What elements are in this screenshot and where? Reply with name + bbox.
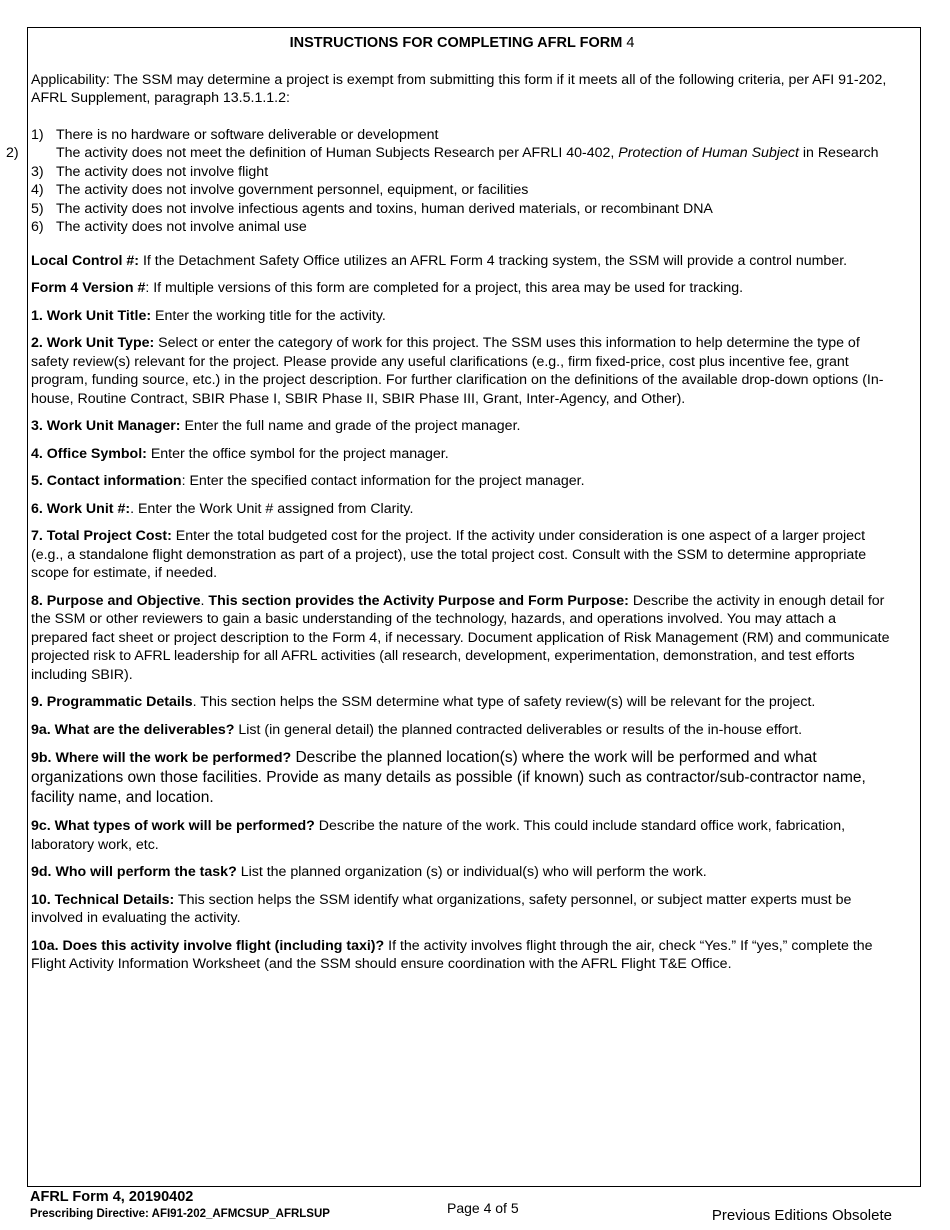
instruction-text: Enter the total budgeted cost for the project. If the activity under consideration is one aspect of a larger project (e.g., a standalone flight demonstration as part of a project), use the total project cost. Consult with the SSM to determine appropriate scope for estimate, if needed. bbox=[31, 528, 867, 581]
total-project-cost-instruction bbox=[31, 527, 893, 583]
criteria-text: The activity does not involve animal use bbox=[56, 219, 307, 235]
office-symbol-instruction bbox=[31, 445, 893, 464]
criteria-number: 3) bbox=[31, 163, 44, 180]
criteria-item bbox=[31, 218, 893, 237]
instruction-text: Enter the full name and grade of the project manager. bbox=[180, 418, 521, 434]
instruction-label: 5. Contact information bbox=[31, 473, 182, 489]
instruction-text: . Enter the Work Unit # assigned from Clarity. bbox=[130, 500, 414, 517]
page-title bbox=[31, 34, 893, 53]
criteria-number: 4) bbox=[31, 182, 44, 198]
instruction-text: If the Detachment Safety Office utilizes an AFRL Form 4 tracking system, the SSM will provide a control number. bbox=[139, 252, 848, 269]
instruction-text: : Enter the specified contact information for the project manager. bbox=[181, 473, 585, 489]
criteria-text: There is no hardware or software deliverable or development bbox=[56, 126, 439, 143]
flight-involvement-instruction bbox=[31, 937, 893, 974]
criteria-number: 2) bbox=[6, 145, 19, 161]
instruction-label: 4. Office Symbol: bbox=[31, 445, 147, 462]
instruction-label: 9a. What are the deliverables? bbox=[31, 721, 235, 738]
instruction-text: This section helps the SSM identify what organizations, safety personnel, or subject matter experts must be involved in evaluating the activity. bbox=[31, 891, 852, 926]
criteria-text: The activity does not involve flight bbox=[56, 163, 269, 180]
instruction-label: 9b. Where will the work be performed? bbox=[31, 750, 292, 766]
criteria-text: The activity does not meet the definition of Human Subjects Research per AFRLI 40-402, bbox=[56, 145, 619, 161]
criteria-item bbox=[31, 200, 893, 219]
purpose-objective-instruction bbox=[31, 592, 893, 685]
programmatic-details-instruction bbox=[31, 693, 893, 712]
work-type-instruction bbox=[31, 817, 893, 854]
instruction-label: 9. Programmatic Details bbox=[31, 694, 193, 710]
criteria-item bbox=[31, 181, 893, 200]
criteria-item bbox=[6, 144, 893, 163]
footer-editions-note: Previous Editions Obsolete bbox=[711, 1207, 892, 1224]
criteria-list bbox=[6, 126, 893, 237]
page-footer bbox=[0, 1188, 950, 1230]
instruction-label: 3. Work Unit Manager: bbox=[31, 418, 181, 434]
instruction-label: 7. Total Project Cost: bbox=[31, 528, 172, 544]
local-control-instruction bbox=[31, 252, 893, 271]
footer-form-id: AFRL Form 4, 20190402 bbox=[30, 1189, 194, 1205]
instruction-label: 10. Technical Details: bbox=[31, 891, 175, 908]
instruction-text: Describe the nature of the work. This could include standard office work, fabrication, laboratory work, etc. bbox=[31, 818, 846, 853]
instruction-text: List the planned organization (s) or individual(s) who will perform the work. bbox=[236, 864, 707, 880]
instruction-label: 8. Purpose and Objective bbox=[31, 592, 201, 609]
instruction-label: Form 4 Version # bbox=[31, 280, 146, 296]
footer-page-number: Page 4 of 5 bbox=[447, 1200, 519, 1216]
deliverables-instruction bbox=[31, 721, 893, 740]
instruction-text: Enter the office symbol for the project manager. bbox=[146, 445, 449, 462]
instruction-sublabel: This section provides the Activity Purpose and Form Purpose: bbox=[208, 592, 629, 609]
criteria-number: 6) bbox=[31, 219, 44, 235]
instruction-label: 9c. What types of work will be performed? bbox=[31, 818, 315, 834]
criteria-number: 1) bbox=[31, 126, 44, 143]
applicability-text: Applicability: The SSM may determine a project is exempt from submitting this form if it meets all of the following criteria, per AFI 91-202, AFRL Supplement, paragraph 13.5.1.1.2: bbox=[31, 71, 887, 106]
footer-form-info bbox=[30, 1189, 330, 1220]
work-unit-type-instruction bbox=[31, 334, 893, 408]
instruction-text: Select or enter the category of work for this project. The SSM uses this information to help determine the type of safety review(s) relevant for the project. Please provide any useful clarifications (e.g., firm fixed-price, cost plus incentive fee, grant program, funding source, etc.) in the project description. For further clarification on the definitions of the available drop-down options (In-house, Routine Contract, SBIR Phase I, SBIR Phase II, SBIR Phase III, Grant, Inter-Agency, and Other). bbox=[31, 335, 884, 407]
task-performer-instruction bbox=[31, 863, 893, 882]
work-unit-number-instruction bbox=[31, 500, 893, 519]
instruction-text: : If multiple versions of this form are completed for a project, this area may be used for tracking. bbox=[145, 280, 744, 296]
criteria-text: The activity does not involve government personnel, equipment, or facilities bbox=[56, 182, 529, 198]
work-unit-title-instruction bbox=[31, 307, 893, 326]
criteria-item bbox=[31, 126, 893, 145]
instruction-label: Local Control #: bbox=[31, 252, 139, 269]
instruction-text: . This section helps the SSM determine what type of safety review(s) will be relevant for the project. bbox=[192, 694, 816, 710]
form-version-instruction bbox=[31, 279, 893, 298]
criteria-number: 5) bbox=[31, 200, 44, 217]
instruction-text: Describe the planned location(s) where the work will be performed and what organizations own those facilities. Provide as many details as possible (if known) such as contractor/sub-contractor name, facility name, and location. bbox=[31, 749, 866, 806]
instruction-label: 6. Work Unit #: bbox=[31, 500, 131, 517]
instruction-label: 2. Work Unit Type: bbox=[31, 335, 155, 351]
instruction-text: Describe the activity in enough detail for the SSM or other reviewers to gain a basic understanding of the technology, hazards, and operations involved. You may attach a prepared fact sheet or project description to the Form 4, if necessary. Document application of Risk Management (RM) and communicate projected risk to AFRL leadership for all AFRL activities (all research, development, experimentation, demonstration, and test efforts including SBIR). bbox=[31, 592, 890, 683]
work-location-instruction bbox=[31, 748, 893, 808]
instruction-text: If the activity involves flight through the air, check “Yes.” If “yes,” complete the Flight Activity Information Worksheet (and the SSM should ensure coordination with the AFRL Flight T&E Office. bbox=[31, 937, 873, 972]
criteria-text: in Research bbox=[798, 145, 879, 161]
criteria-italic-title: Protection of Human Subject bbox=[618, 145, 799, 161]
instruction-label: 9d. Who will perform the task? bbox=[31, 864, 237, 880]
instruction-label: 10a. Does this activity involve flight (including taxi)? bbox=[31, 937, 385, 954]
title-form-number: 4 bbox=[626, 35, 635, 51]
title-text: INSTRUCTIONS FOR COMPLETING AFRL FORM bbox=[289, 35, 623, 51]
technical-details-instruction bbox=[31, 891, 893, 928]
work-unit-manager-instruction bbox=[31, 417, 893, 436]
criteria-item bbox=[31, 163, 893, 182]
instruction-label: 1. Work Unit Title: bbox=[31, 307, 152, 324]
instruction-text: Enter the working title for the activity. bbox=[151, 307, 386, 324]
criteria-text: The activity does not involve infectious agents and toxins, human derived materials, or recombinant DNA bbox=[56, 200, 713, 217]
contact-information-instruction bbox=[31, 472, 893, 491]
instruction-text: List (in general detail) the planned contracted deliverables or results of the in-house effort. bbox=[234, 721, 803, 738]
instructions-content bbox=[6, 34, 893, 983]
instruction-separator: . bbox=[200, 592, 209, 609]
footer-directive: Prescribing Directive: AFI91-202_AFMCSUP_AFRLSUP bbox=[30, 1208, 330, 1220]
